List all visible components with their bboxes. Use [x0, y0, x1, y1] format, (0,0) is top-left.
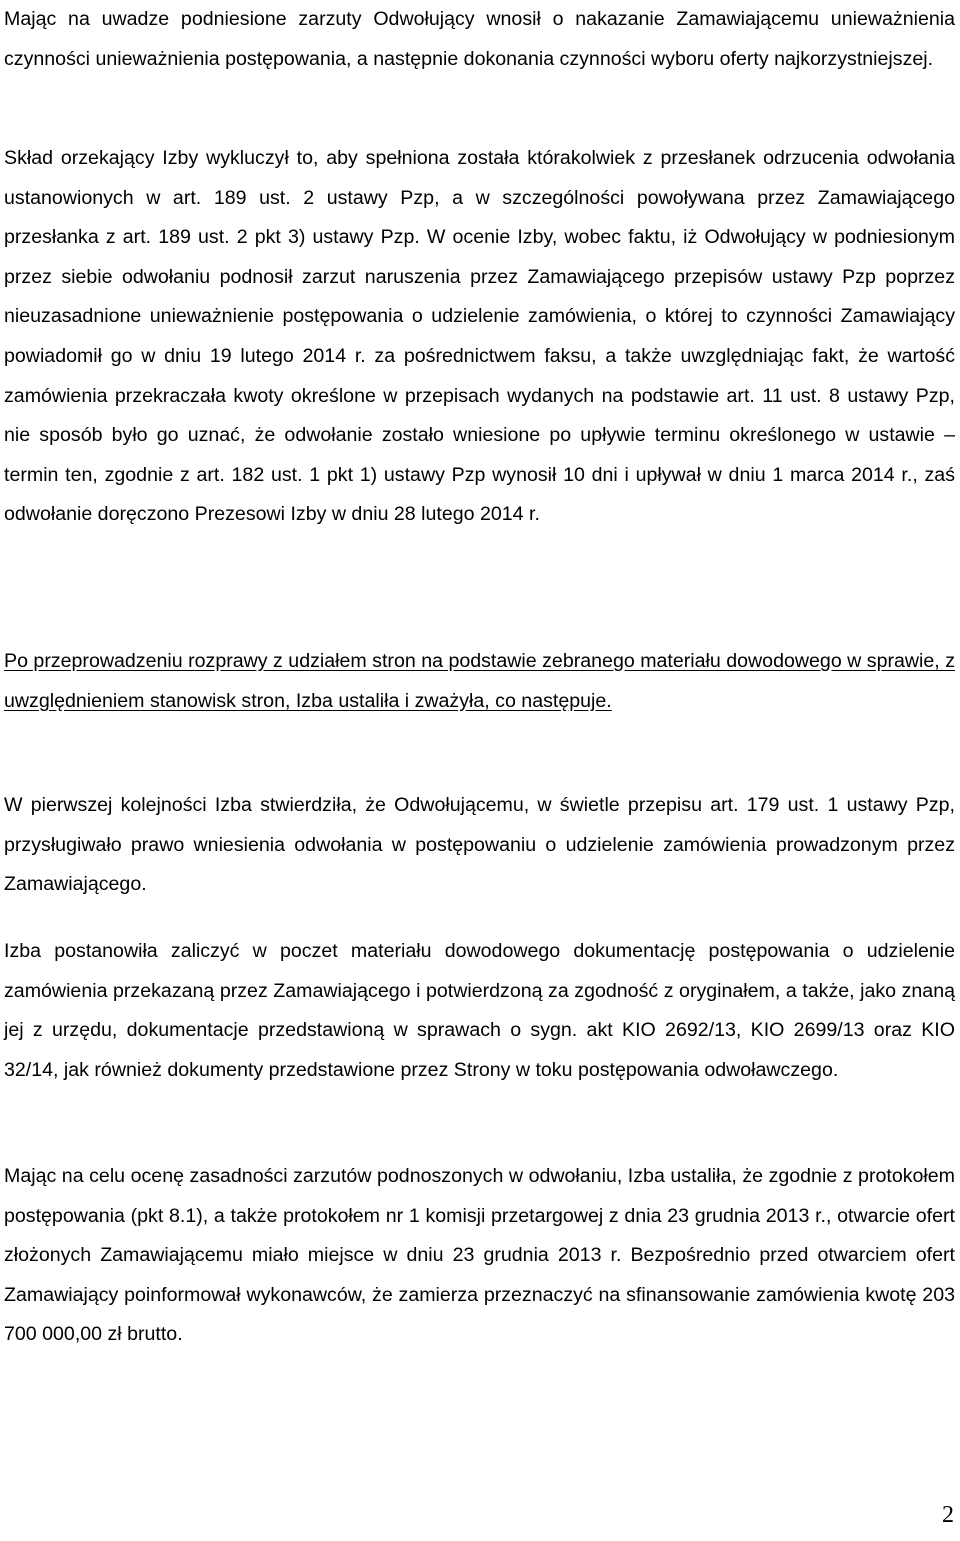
paragraph-evidence: Izba postanowiła zaliczyć w poczet materiału dowodowego dokumentację postępowania o udzielenie zamówienia przekazaną przez Zamawiającego i potwierdzoną za zgodność z oryginałem, a także, jako znaną jej z urzędu, dokumentacje przedstawioną w sprawach o sygn. akt KIO 2692/13, KIO 2699/13 oraz KIO 32/14, jak również dokumenty przedstawione przez Strony w toku postępowania odwoławczego. — [4, 940, 955, 1081]
paragraph-hearing-heading: Po przeprowadzeniu rozprawy z udziałem stron na podstawie zebranego materiału dowodowego w sprawie, z uwzględnieniem stanowisk stron, Izba ustaliła i zważyła, co następuje. — [4, 650, 955, 712]
paragraph-request: Mając na uwadze podniesione zarzuty Odwołujący wnosił o nakazanie Zamawiającemu unieważnienia czynności unieważnienia postępowania, a następnie dokonania czynności wyboru oferty najkorzystniejszej. — [4, 8, 955, 70]
paragraph-admissibility: Skład orzekający Izby wykluczył to, aby spełniona została którakolwiek z przesłanek odrzucenia odwołania ustanowionych w art. 189 ust. 2 ustawy Pzp, a w szczególności powoływana przez Zamawiającego przesłanka z art. 189 ust. 2 pkt 3) ustawy Pzp. W ocenie Izby, wobec faktu, iż Odwołujący w podniesionym przez siebie odwołaniu podnosił zarzut naruszenia przez Zamawiającego przepisów ustawy Pzp poprzez nieuzasadnione unieważnienie postępowania o udzielenie zamówienia, o której to czynności Zamawiający powiadomił go w dniu 19 lutego 2014 r. za pośrednictwem faksu, a także uwzględniając fakt, że wartość zamówienia przekraczała kwoty określone w przepisach wydanych na podstawie art. 11 ust. 8 ustawy Pzp, nie sposób było go uznać, że odwołanie zostało wniesione po upływie terminu określonego w ustawie – termin ten, zgodnie z art. 182 ust. 1 pkt 1) ustawy Pzp wynosił 10 dni i upływał w dniu 1 marca 2014 r., zaś odwołanie doręczono Prezesowi Izby w dniu 28 lutego 2014 r. — [4, 147, 955, 526]
page-number: 2 — [942, 1502, 954, 1528]
paragraph-findings: Mając na celu ocenę zasadności zarzutów podnoszonych w odwołaniu, Izba ustaliła, że zgodnie z protokołem postępowania (pkt 8.1), a także protokołem nr 1 komisji przetargowej z dnia 23 grudnia 2013 r., otwarcie ofert złożonych Zamawiającemu miało miejsce w dniu 23 grudnia 2013 r. Bezpośrednio przed otwarciem ofert Zamawiający poinformował wykonawców, że zamierza przeznaczyć na sfinansowanie zamówienia kwotę 203 700 000,00 zł brutto. — [4, 1165, 955, 1346]
paragraph-standing: W pierwszej kolejności Izba stwierdziła, że Odwołującemu, w świetle przepisu art. 179 ust. 1 ustawy Pzp, przysługiwało prawo wniesienia odwołania w postępowaniu o udzielenie zamówienia prowadzonym przez Zamawiającego. — [4, 794, 955, 896]
